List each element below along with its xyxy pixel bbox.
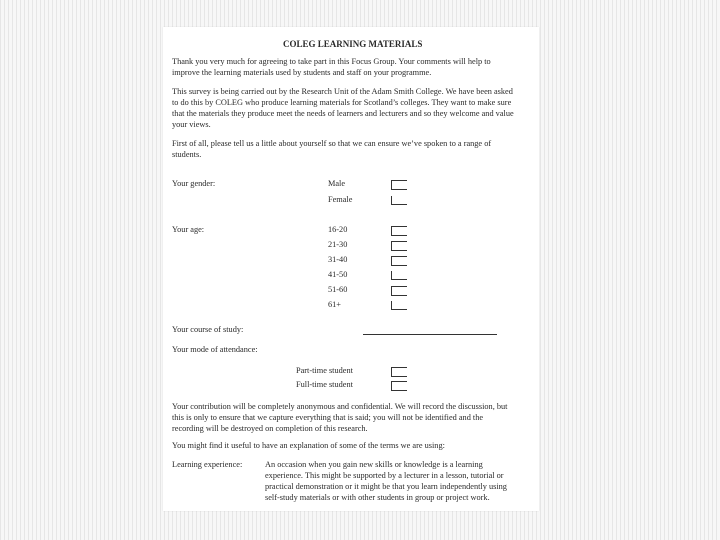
gender-option-female: Female bbox=[328, 195, 353, 204]
age-option-31-40: 31-40 bbox=[328, 255, 348, 264]
age-option-51-60: 51-60 bbox=[328, 285, 348, 294]
gender-female-checkbox[interactable] bbox=[391, 196, 407, 205]
survey-line-2: to do this by COLEG who produce learning materials for Scotland’s colleges. They want to make sure bbox=[172, 98, 512, 107]
age-61-plus-checkbox[interactable] bbox=[391, 301, 407, 310]
term-definition-line-3: practical demonstration or it might be that you learn independently using bbox=[265, 482, 507, 491]
contribution-line-1: Your contribution will be completely anonymous and confidential. We will record the discussion, but bbox=[172, 402, 508, 411]
mode-option-full-time: Full-time student bbox=[296, 380, 353, 389]
mode-part-time-checkbox[interactable] bbox=[391, 367, 407, 377]
age-option-61-plus: 61+ bbox=[328, 300, 341, 309]
course-answer-line[interactable] bbox=[363, 334, 497, 335]
gender-male-checkbox[interactable] bbox=[391, 180, 407, 190]
course-label: Your course of study: bbox=[172, 325, 244, 334]
term-definition-line-2: experience. This might be supported by a lecturer in a lesson, tutorial or bbox=[265, 471, 504, 480]
gender-label: Your gender: bbox=[172, 179, 216, 188]
age-21-30-checkbox[interactable] bbox=[391, 241, 407, 251]
age-label: Your age: bbox=[172, 225, 205, 234]
age-option-16-20: 16-20 bbox=[328, 225, 348, 234]
survey-line-3: that the materials they produce meet the needs of learners and lecturers and so they welcome and value bbox=[172, 109, 514, 118]
age-41-50-checkbox[interactable] bbox=[391, 271, 407, 280]
intro-line-1: Thank you very much for agreeing to take part in this Focus Group. Your comments will help to bbox=[172, 57, 491, 66]
mode-option-part-time: Part-time student bbox=[296, 366, 353, 375]
age-31-40-checkbox[interactable] bbox=[391, 256, 407, 266]
age-option-41-50: 41-50 bbox=[328, 270, 348, 279]
mode-label: Your mode of attendance: bbox=[172, 345, 258, 354]
terms-intro: You might find it useful to have an explanation of some of the terms we are using: bbox=[172, 441, 445, 450]
age-51-60-checkbox[interactable] bbox=[391, 286, 407, 296]
contribution-line-2: this is only to ensure that we capture everything that is said; you will not be identified and the bbox=[172, 413, 484, 422]
survey-line-1: This survey is being carried out by the Research Unit of the Adam Smith College. We have been asked bbox=[172, 87, 513, 96]
document-title: COLEG LEARNING MATERIALS bbox=[283, 39, 423, 49]
age-16-20-checkbox[interactable] bbox=[391, 226, 407, 236]
intro-line-2: improve the learning materials used by students and staff on your programme. bbox=[172, 68, 432, 77]
mode-full-time-checkbox[interactable] bbox=[391, 381, 407, 391]
age-option-21-30: 21-30 bbox=[328, 240, 348, 249]
first-line-2: students. bbox=[172, 150, 202, 159]
survey-page bbox=[163, 27, 539, 511]
contribution-line-3: recording will be destroyed on completion of this research. bbox=[172, 424, 368, 433]
term-definition-line-1: An occasion when you gain new skills or knowledge is a learning bbox=[265, 460, 483, 469]
survey-line-4: your views. bbox=[172, 120, 211, 129]
first-line-1: First of all, please tell us a little about yourself so that we can ensure we’ve spoken to a range of bbox=[172, 139, 492, 148]
gender-option-male: Male bbox=[328, 179, 346, 188]
term-definition-line-4: self-study materials or with other students in group or project work. bbox=[265, 493, 490, 502]
term-name: Learning experience: bbox=[172, 460, 243, 469]
